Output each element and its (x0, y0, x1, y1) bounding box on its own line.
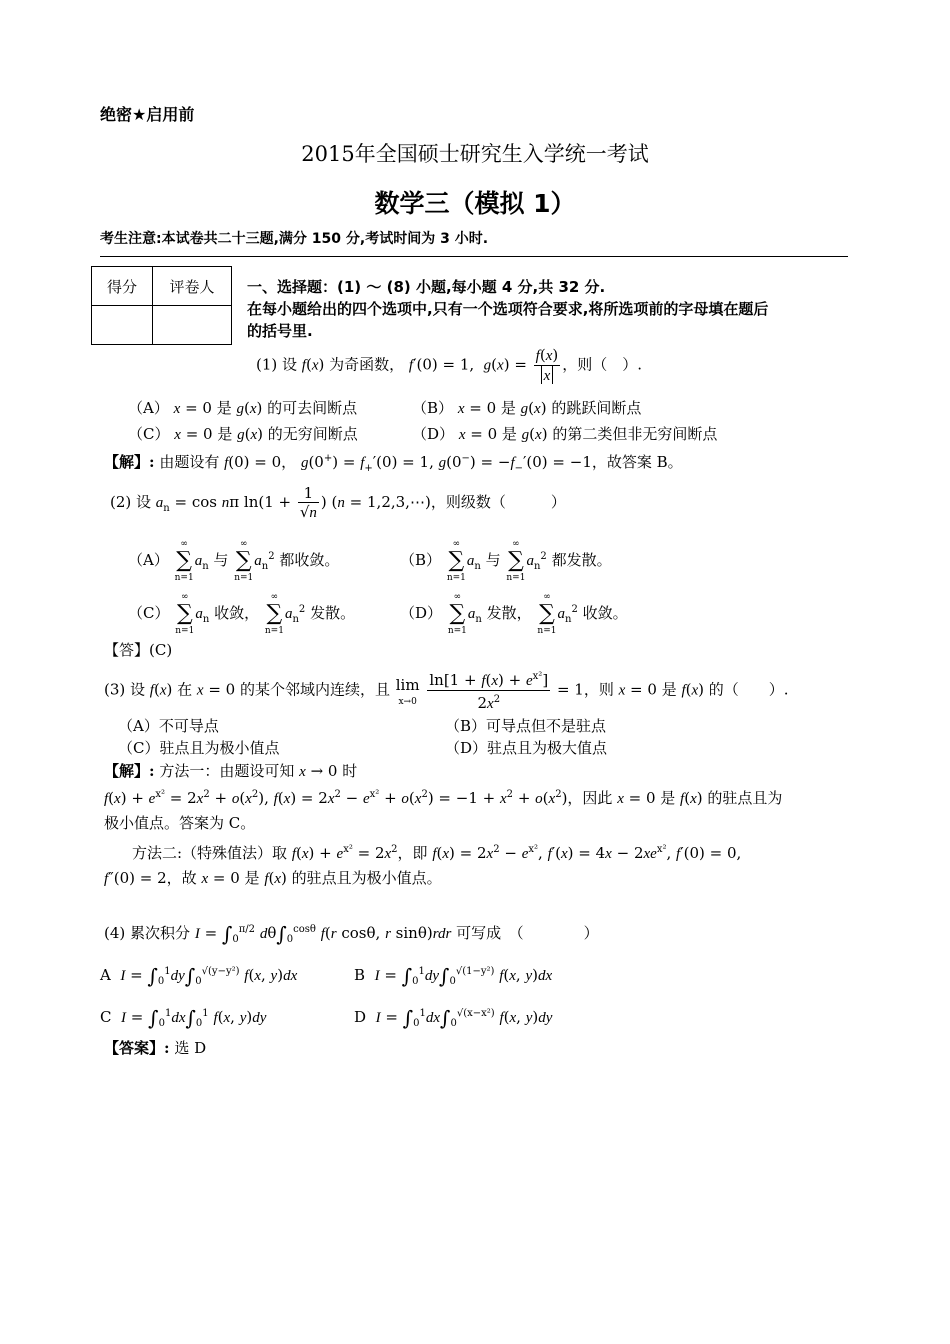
q2-option-d: （D） ∞ ∑ n=1 $a_n$ 发散， ∞ ∑ n=1 $a_n^2$ 收敛。 (400, 592, 628, 636)
q2-option-b: （B） ∞ ∑ n=1 $a_n$ 与 ∞ ∑ n=1 $a_n^2$ 都发散。 (400, 539, 612, 583)
score-header: 得分 (92, 267, 153, 306)
q1-solution: 【解】: 由题设有 f(0) = 0， $g(0^+) = f_+'(0) = 1$, $g(0^-) = -f_-'(0) = -1$，故答案 B。 (104, 453, 683, 474)
q4-option-b: B $I = \int_0^1dy\int_0^{√(1-y^2)}$ f(x, y)dx (354, 964, 553, 988)
q3-solution-method2-end: f″(0) = 2，故 x = 0 是 f(x) 的驻点且为极小值点。 (104, 869, 442, 887)
section1-instruction: 在每小题给出的四个选项中,只有一个选项符合要求,将所选项前的字母填在题后 (247, 300, 769, 318)
q2-option-c: （C） ∞ ∑ n=1 $a_n$ 收敛， ∞ ∑ n=1 $a_n^2$ 发散。 (128, 592, 356, 636)
q3-option-d: （D）驻点且为极大值点 (445, 739, 608, 757)
score-cell (92, 306, 153, 345)
q3-option-c: （C）驻点且为极小值点 (118, 739, 280, 757)
exam-notice: 考生注意:本试卷共二十三题,满分 150 分,考试时间为 3 小时. (100, 231, 489, 247)
q3-solution-method1: 【解】: 方法一：由题设可知 x → 0 时 (104, 762, 358, 780)
q2-stem: (2) 设 $a_n = \cos n\pi$ ln(1 + $\frac{1}{√n}$ ) (n = 1,2,3,⋯)，则级数（ ） (110, 484, 566, 521)
subject-title: 数学三（模拟 1） (374, 189, 576, 218)
header-rule (100, 256, 848, 257)
section1-instruction-cont: 的括号里. (247, 322, 313, 340)
q1-option-d: （D） x = 0 是 g(x) 的第二类但非无穷间断点 (412, 425, 718, 443)
q2-option-a: （A） ∞ ∑ n=1 $a_n$ 与 ∞ ∑ n=1 $a_n^2$ 都收敛。 (128, 539, 340, 583)
q1-option-c: （C） x = 0 是 g(x) 的无穷间断点 (128, 425, 358, 443)
grader-cell (153, 306, 232, 345)
q3-option-a: （A）不可导点 (118, 717, 219, 735)
q3-option-b: （B）可导点但不是驻点 (445, 717, 607, 735)
exam-title: 2015年全国硕士研究生入学统一考试 (301, 142, 649, 166)
q3-solution-method2: 方法二:（特殊值法）取 $f(x) + e^{x^2} = 2x^2$，即 $f(x) = 2x^2 - e^{x^2}$, $f'(x) = 4x - 2xe^{x^2}$, f′(0) = 0, (132, 844, 742, 862)
q2-answer: 【答】(C) (104, 641, 173, 659)
q3-solution-conclusion: 极小值点。答案为 C。 (104, 814, 256, 832)
q3-solution-line: $f(x) + e^{x^2} = 2x^2 + o(x^2)$, $f(x) = 2x^2 - e^{x^2} + o(x^2) = -1 + x^2 + o(x^2)$，因此 x = 0 是 f(x) 的驻点且为 (104, 789, 783, 807)
q1-option-b: （B） x = 0 是 g(x) 的跳跃间断点 (412, 399, 642, 417)
secret-label: 绝密★启用前 (100, 105, 195, 124)
q1-stem: (1) 设 f(x) 为奇函数， f′(0) = 1, g(x) = $\frac{f(x)}{x}$ ，则（ ）. (256, 346, 643, 384)
q4-answer: 【答案】: 选 D (104, 1039, 207, 1057)
grader-header: 评卷人 (153, 267, 232, 306)
q4-option-c: C $I = \int_0^1dx\int_0^1$ f(x, y)dy (100, 1006, 267, 1030)
q4-option-d: D $I = \int_0^1dx\int_0^{√(x-x^2)}$ f(x, y)dy (354, 1006, 553, 1030)
q1-option-a: （A） x = 0 是 g(x) 的可去间断点 (128, 399, 358, 417)
score-table (91, 266, 232, 345)
q3-stem: (3) 设 f(x) 在 x = 0 的某个邻域内连续，且 lim x→0 $\frac{\ln[1 + f(x) + e^{x^2}]}{2x^2}$ = 1，则 x = 0 是 f(x) 的（ ）. (104, 668, 789, 713)
q4-stem: (4) 累次积分 $I = \int_0^{\pi/2}$ $d\theta\int_0^{cos\theta}$ f(r cosθ, r sinθ)rdr 可写成 （ ） (104, 922, 599, 946)
q4-option-a: A $I = \int_0^1dy\int_0^{√(y-y^2)}$ f(x, y)dx (100, 964, 298, 988)
section1-title: 一、选择题：(1) ～ (8) 小题,每小题 4 分,共 32 分. (247, 278, 606, 296)
